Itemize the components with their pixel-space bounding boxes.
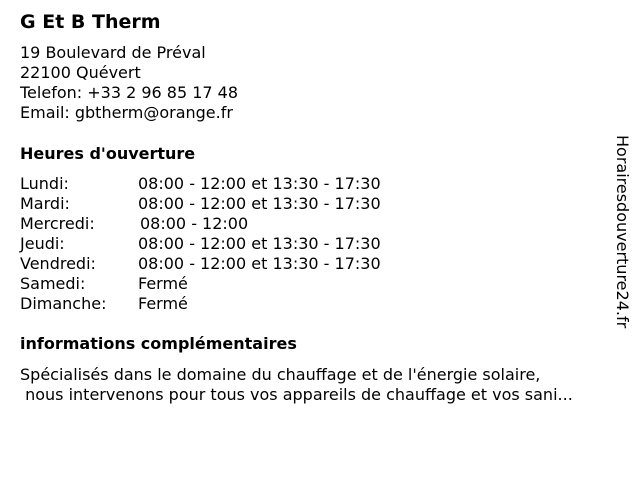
- city-postcode: 22100 Quévert: [20, 63, 141, 82]
- description-line: Spécialisés dans le domaine du chauffage et de l'énergie solaire,: [20, 365, 541, 384]
- hours-row-saturday: [20, 274, 440, 294]
- time-value: Fermé: [138, 294, 188, 313]
- opening-hours-heading: Heures d'ouverture: [20, 144, 196, 163]
- hours-row-thursday: [20, 234, 440, 254]
- day-label: Dimanche:: [20, 294, 107, 313]
- day-label: Lundi:: [20, 174, 69, 193]
- street-address: 19 Boulevard de Préval: [20, 43, 206, 62]
- time-value: 08:00 - 12:00 et 13:30 - 17:30: [138, 174, 381, 193]
- hours-row-tuesday: [20, 194, 440, 214]
- day-label: Mardi:: [20, 194, 70, 213]
- day-label: Jeudi:: [20, 234, 65, 253]
- time-value: 08:00 - 12:00 et 13:30 - 17:30: [138, 254, 381, 273]
- time-value: 08:00 - 12:00 et 13:30 - 17:30: [138, 234, 381, 253]
- phone-number: Telefon: +33 2 96 85 17 48: [20, 83, 239, 102]
- day-label: Vendredi:: [20, 254, 96, 273]
- opening-hours-table: [20, 174, 440, 314]
- hours-row-friday: [20, 254, 440, 274]
- hours-row-sunday: [20, 294, 440, 314]
- time-value: 08:00 - 12:00 et 13:30 - 17:30: [138, 194, 381, 213]
- day-label: Mercredi:: [20, 214, 95, 233]
- email-address: Email: gbtherm@orange.fr: [20, 103, 233, 122]
- additional-info-heading: informations complémentaires: [20, 334, 297, 353]
- time-value: Fermé: [138, 274, 188, 293]
- hours-row-monday: [20, 174, 440, 194]
- day-label: Samedi:: [20, 274, 86, 293]
- description-line: nous intervenons pour tous vos appareils de chauffage et vos sani...: [20, 385, 573, 404]
- business-address: [20, 43, 238, 123]
- site-watermark: Horairesdouverture24.fr: [613, 135, 632, 329]
- hours-row-wednesday: [20, 214, 440, 234]
- business-description: [20, 365, 625, 405]
- time-value: 08:00 - 12:00: [140, 214, 249, 233]
- business-name: G Et B Therm: [20, 11, 161, 33]
